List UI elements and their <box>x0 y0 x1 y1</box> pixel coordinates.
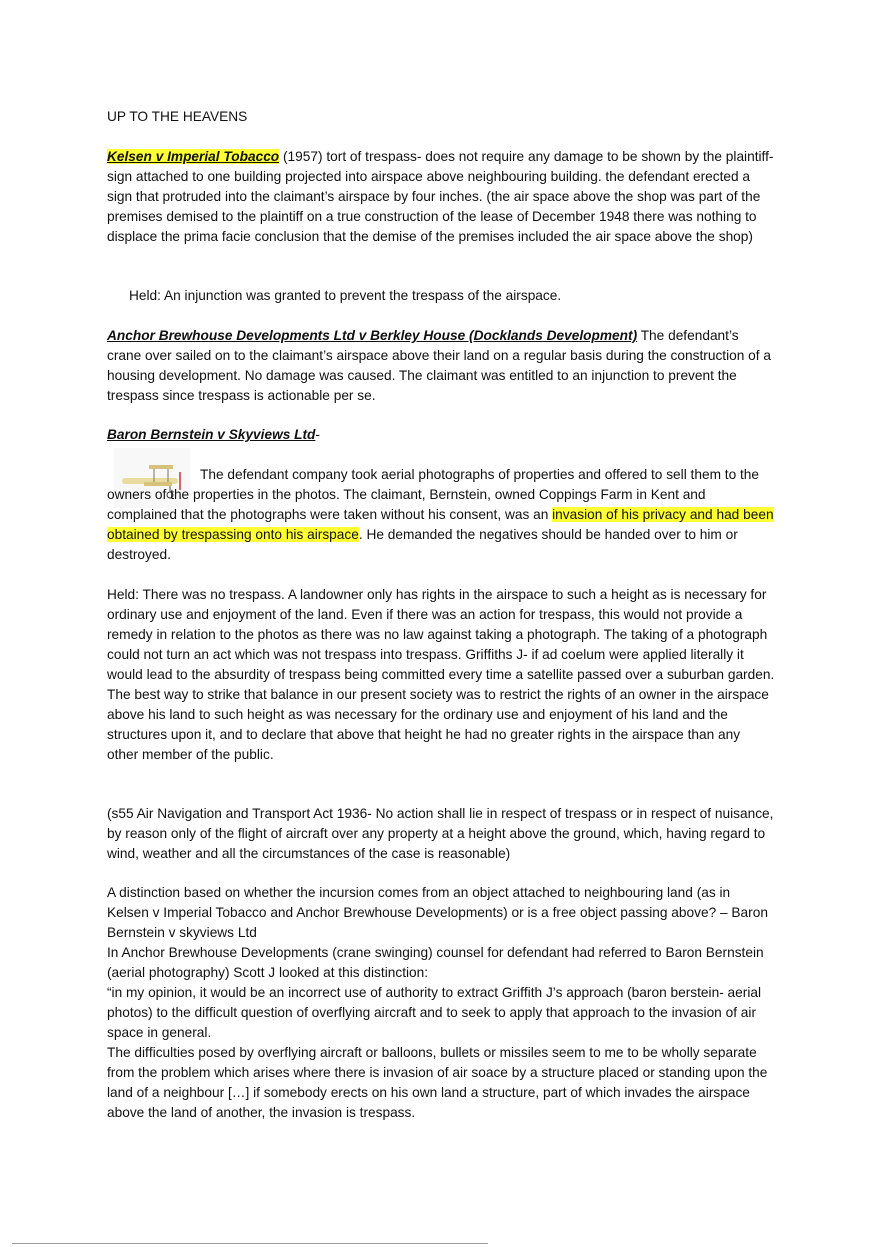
paragraph: In Anchor Brewhouse Developments (crane swinging) counsel for defendant had referred to Baron Bernstein (aerial photography) Scott J looked at this distinction: <box>107 945 764 980</box>
anchor-paragraph <box>107 326 775 406</box>
footer-divider <box>12 1243 488 1244</box>
paragraph: The difﬁculties posed by overflying aircraft or balloons, bullets or missiles seem to me to be wholly separate from the problem which arises where there is invasion of air soace by a structure placed or standing upon the land of a neighbour […] if somebody erects on his own land a structure, part of which invades the airspace above the land of another, the invasion is trespass. <box>107 1045 768 1120</box>
paragraph-text: The defendant company took aerial photographs of properties and offered to sell them to the owners of the properties in the photos. The claimant, Bernstein, owned Coppings Farm in Kent and complained that the photographs were taken without his consent, was an <box>107 467 760 522</box>
baron-held: Held: There was no trespass. A landowner only has rights in the airspace to such a height as is necessary for ordinary use and enjoyment of the land. Even if there was an action for trespass, this would not provide a remedy in relation to the photos as there was no law against taking a photograph. The taking of a photograph could not turn an act which was not trespass into trespass. Grifﬁths J- if ad coelum were applied literally it would lead to the absurdity of trespass being committed every time a satellite passed over a suburban garden. The best way to strike that balance in our present society was to restrict the rights of an owner in the airspace above his land to such height as was necessary for the ordinary use and enjoyment of his land and the structures upon it, and to declare that above that height he had no greater rights in the airspace than any other member of the public. <box>107 587 775 762</box>
distinction-section <box>107 883 775 1123</box>
paragraph: “in my opinion, it would be an incorrect use of authority to extract Grifﬁth J’s approach (baron berstein- aerial photos) to the difﬁcult question of overflying aircraft and to seek to apply that approach to the invasion of air space in general. <box>107 985 762 1040</box>
case-name: Anchor Brewhouse Developments Ltd v Berkley House (Docklands Development) <box>107 328 638 343</box>
case-name: Kelsen v Imperial Tobacco <box>107 149 280 164</box>
paragraph-text: The defendant’s crane over sailed on to the claimant’s airspace above their land on a regular basis during the construction of a housing development. No damage was caused. The claimant was entitled to an injunction to prevent the trespass since trespass is actionable per se. <box>107 328 771 403</box>
kelsen-held: Held: An injunction was granted to prevent the trespass of the airspace. <box>129 288 562 303</box>
paragraph-text: . He demanded the negatives should be handed over to him or destroyed. <box>107 527 738 562</box>
kelsen-paragraph <box>107 147 775 247</box>
paragraph-text: (1957) tort of trespass- does not require any damage to be shown by the plaintiff- sign attached to one building projected into airspace above neighbouring building. the defendant erected a sign that protruded into the claimant’s airspace by four inches. (the air space above the shop was part of the premises demised to the plaintiff on a true construction of the lease of December 1948 there was nothing to displace the prima facie conclusion that the demise of the premises included the air space above the shop) <box>107 149 774 244</box>
highlighted-text: invasion of his privacy and had been obtained by trespassing onto his airspace <box>107 507 774 542</box>
dash: - <box>315 427 320 442</box>
baron-heading <box>107 425 775 445</box>
paragraph: A distinction based on whether the incursion comes from an object attached to neighbouring land (as in Kelsen v Imperial Tobacco and Anchor Brewhouse Developments) or is a free object passing above? – Baron Bernstein v skyviews Ltd <box>107 885 768 940</box>
baron-paragraph <box>107 465 775 565</box>
s55-paragraph: (s55 Air Navigation and Transport Act 1936- No action shall lie in respect of trespass or in respect of nuisance, by reason only of the flight of aircraft over any property at a height above the ground, which, having regard to wind, weather and all the circumstances of the case is reasonable) <box>107 806 774 861</box>
page-title: UP TO THE HEAVENS <box>107 109 248 124</box>
case-name: Baron Bernstein v Skyviews Ltd <box>107 427 316 442</box>
